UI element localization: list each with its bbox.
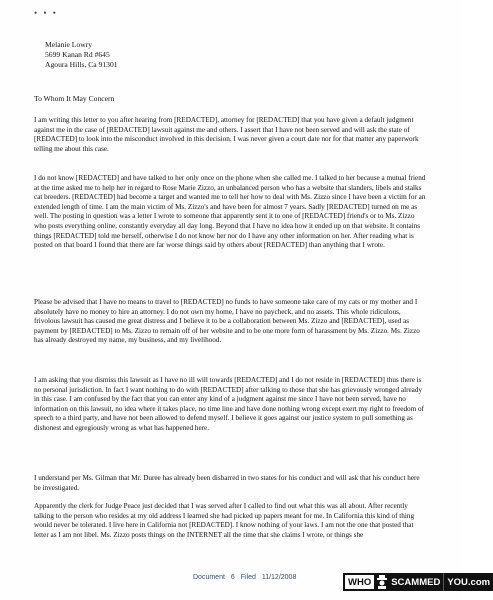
sender-street: 5699 Kanan Rd #645 [45,50,110,59]
paragraph-5: I understand per Ms. Gilman that Mr. Duree has already been disbarred in two states for his conduct and will ask that his conduct here be investigated. [34,474,420,492]
paragraph-1: I am writing this letter to you after hearing from [REDACTED], attorney for [REDACTED] that you have given a default judgment against me in the case of [REDACTED] lawsuit against me and others. I assert that I have not been served and will ask the state of [REDACTED] to look into the misconduct involved in this decision. I was never given a court date nor for that matter any paperwork telling me about this case. [34,116,419,153]
filed-date: Filed 11/12/2008 [240,574,297,581]
document-number: Document 6 [193,574,235,581]
header-mark: • • • [34,8,58,18]
sender-name: Melanie Lowry [45,40,93,49]
sender-address [45,40,118,70]
fedora-man-icon [376,573,388,591]
court-footer [193,574,296,581]
whoscammedyou-logo [343,573,491,591]
logo-who: WHO [343,573,376,591]
paragraph-2: I do not know [REDACTED] and have talked to her only once on the phone when she called me. I talked to her because a mutual friend at the time asked me to help her in regard to Rose Marie Zizzo, an unbalanced person who has a website that slanders, libels and stalks cat breeders. [REDACTED] had become a target and wanted me to tell her how to deal with Ms. Zizzo since I have been a victim for an extended length of time. I am the main victim of Ms. Zizzo's and have been for almost 7 years. Sadly [REDACTED] turned on me as well. The posting in question was a letter I wrote to someone that apparently sent it to one of [REDACTED] friend's or to Ms. Zizzo who posts everything online, constantly everyday all day long. Beyond that I have no idea how it ended up on that website. It contains things [REDACTED] told me herself, otherwise I do not know her nor do I have any other information on her. After reading what is posted on that board I found that there are far worse things said by others about [REDACTED] than anything that I wrote. [34,174,426,250]
paragraph-6: Apparently the clerk for Judge Peace just decided that I was served after I called to find out what this was all about. After recently talking to the person who resides at my old address I learned she had picked up papers meant for me. In California this kind of thing would never be tolerated. I live here in California not [REDACTED]. I know nothing of your laws. I am not the one that posted that letter as I am not libel. Ms. Zizzo posts things on the INTERNET all the time that she claims I wrote, or things she [34,502,415,539]
logo-scammed: SCAMMED [388,573,443,591]
paragraph-4: I am asking that you dismiss this lawsuit as I have no ill will towards [REDACTED] and I do not reside in [REDACTED] thus there is no personal jurisdiction. In fact I want nothing to do with [REDACTED] after talking to those that she has grievously wronged already in this case. I am confused by the fact that you can enter any kind of a judgment against me since I have not been served, have no information on this lawsuit, no idea where it takes place, no time line and have done nothing wrong except exert my right to freedom of speech to a third party, and have not been allowed to defend myself. I believe it goes against our justice system to pull something as dishonest and egregiously wrong as what has happened here. [34,376,425,432]
paragraph-3: Please be advised that I have no means to travel to [REDACTED] no funds to have someone take care of my cats or my mother and I absolutely have no money to hire an attorney. I do not own my home, I have no paycheck, and no assets. This whole ridiculous, frivolous lawsuit has caused me great distress and I believe it to be a collaboration between Ms. Zizzo and [REDACTED], used as payment by [REDACTED] to Ms. Zizzo to remain off of her website and to be one more form of harassment by Ms. Zizzo. Ms. Zizzo has already destroyed my name, my business, and my livelihood. [34,298,420,345]
sender-city: Agoura Hills, Ca 91301 [45,60,118,69]
salutation: To Whom It May Concern [34,94,115,103]
logo-you: YOU.com [443,573,493,591]
